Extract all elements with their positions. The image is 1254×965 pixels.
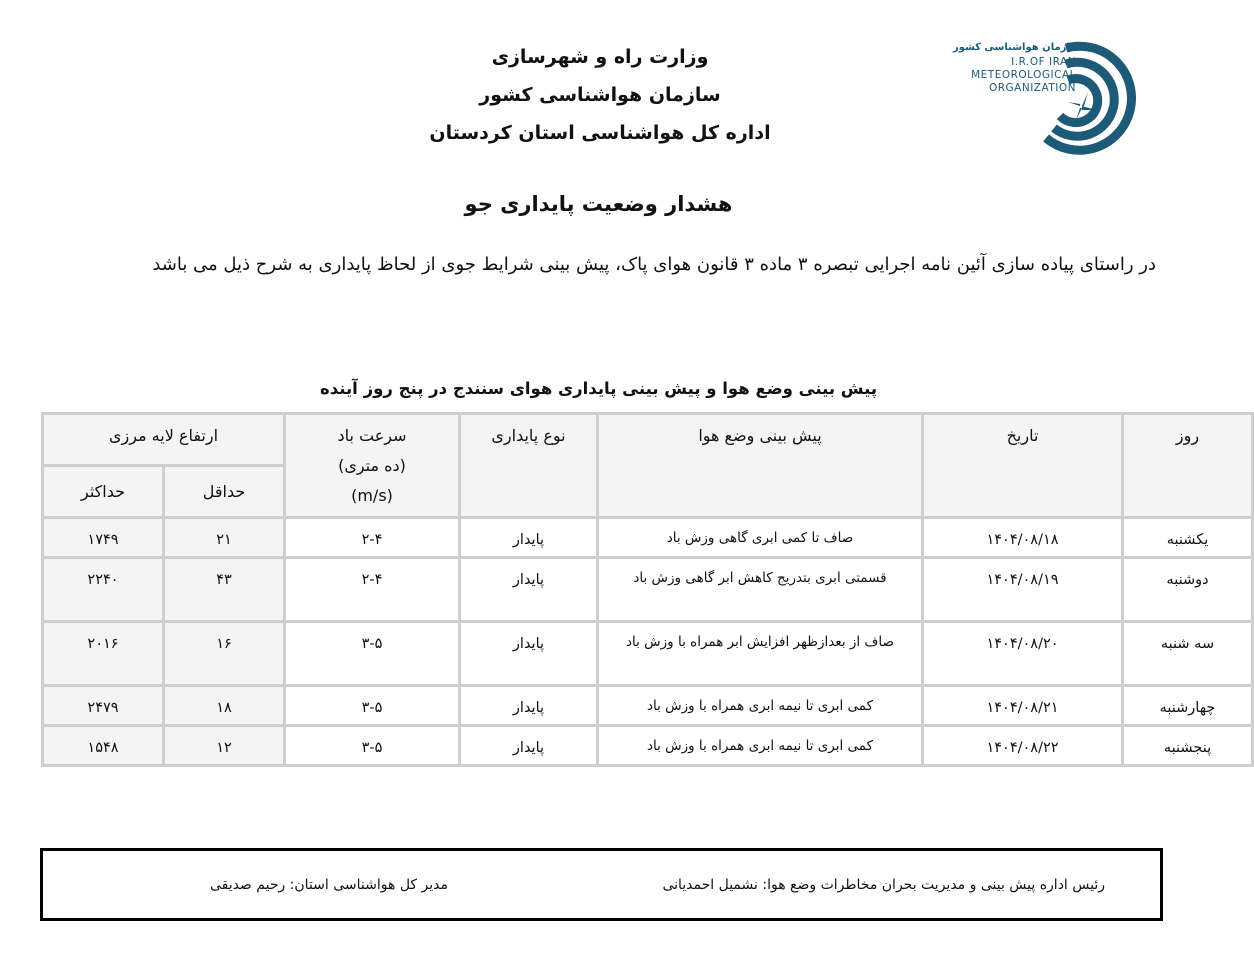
- header-stability: نوع پایداری: [460, 414, 598, 518]
- forecast-table: [41, 412, 1254, 767]
- logo-text-fa: سازمان هواشناسی کشور: [952, 42, 1080, 53]
- cell-date: ۱۴۰۴/۰۸/۱۹: [923, 558, 1123, 622]
- logo-text-en-1: I.R.OF IRAN: [1011, 56, 1076, 68]
- cell-boundary-max: ۲۴۷۹: [43, 686, 164, 726]
- cell-weather: صاف از بعدازظهر افزایش ابر همراه با وزش باد: [598, 622, 923, 686]
- header-boundary-layer: ارتفاع لایه مرزی: [43, 414, 285, 466]
- header-weather: پیش بینی وضع هوا: [598, 414, 923, 518]
- header-day: روز: [1123, 414, 1253, 518]
- cell-boundary-min: ۱۸: [164, 686, 285, 726]
- cell-boundary-min: ۴۳: [164, 558, 285, 622]
- header-wind-line3: (m/s): [351, 486, 393, 505]
- header-wind-speed: [285, 414, 460, 518]
- logo-text-en-2: METEOROLOGICAL: [971, 69, 1076, 81]
- cell-stability: پایدار: [460, 558, 598, 622]
- cell-date: ۱۴۰۴/۰۸/۲۰: [923, 622, 1123, 686]
- signature-box: [40, 848, 1163, 921]
- intro-paragraph: در راستای پیاده سازی آئین نامه اجرایی تبصره ۳ ماده ۳ قانون هوای پاک، پیش بینی شرایط جوی از لحاظ پایداری به شرح ذیل می باشد: [152, 254, 1156, 275]
- cell-date: ۱۴۰۴/۰۸/۲۱: [923, 686, 1123, 726]
- cell-day: یکشنبه: [1123, 518, 1253, 558]
- director-signature: مدیر کل هواشناسی استان: رحیم صدیقی: [209, 877, 448, 893]
- cell-boundary-max: ۲۰۱۶: [43, 622, 164, 686]
- cell-stability: پایدار: [460, 686, 598, 726]
- cell-boundary-max: ۱۷۴۹: [43, 518, 164, 558]
- cell-wind-speed: ۳-۵: [285, 726, 460, 766]
- logo-text-en-3: ORGANIZATION: [988, 82, 1076, 94]
- table-row: [43, 726, 1253, 766]
- header-wind-line1: سرعت باد: [337, 426, 407, 445]
- cell-wind-speed: ۳-۵: [285, 686, 460, 726]
- table-row: [43, 558, 1253, 622]
- cell-boundary-max: ۲۲۴۰: [43, 558, 164, 622]
- cell-date: ۱۴۰۴/۰۸/۱۸: [923, 518, 1123, 558]
- cell-day: دوشنبه: [1123, 558, 1253, 622]
- organization-name: سازمان هواشناسی کشور: [479, 84, 721, 106]
- cell-day: چهارشنبه: [1123, 686, 1253, 726]
- cell-stability: پایدار: [460, 726, 598, 766]
- cell-weather: کمی ابری تا نیمه ابری همراه با وزش باد: [598, 686, 923, 726]
- ministry-name: وزارت راه و شهرسازی: [491, 46, 709, 68]
- cell-stability: پایدار: [460, 518, 598, 558]
- cell-boundary-max: ۱۵۴۸: [43, 726, 164, 766]
- cell-date: ۱۴۰۴/۰۸/۲۲: [923, 726, 1123, 766]
- cell-wind-speed: ۲-۴: [285, 558, 460, 622]
- cell-wind-speed: ۳-۵: [285, 622, 460, 686]
- header-wind-line2: (ده متری): [338, 456, 406, 475]
- document-title: هشدار وضعیت پایداری جو: [464, 192, 733, 216]
- meteorological-organization-logo: [952, 38, 1138, 163]
- table-caption: پیش بینی وضع هوا و پیش بینی پایداری هوای سنندج در پنج روز آینده: [319, 379, 878, 398]
- spiral-emblem-icon: [1026, 40, 1138, 160]
- cell-boundary-min: ۲۱: [164, 518, 285, 558]
- cell-stability: پایدار: [460, 622, 598, 686]
- header-min: حداقل: [164, 466, 285, 518]
- cell-boundary-min: ۱۲: [164, 726, 285, 766]
- provincial-office-name: اداره کل هواشناسی استان کردستان: [429, 122, 771, 144]
- header-date: تاریخ: [923, 414, 1123, 518]
- cell-weather: قسمتی ابری بتدریج کاهش ابر گاهی وزش باد: [598, 558, 923, 622]
- header-max: حداکثر: [43, 466, 164, 518]
- table-row: [43, 686, 1253, 726]
- cell-weather: صاف تا کمی ابری گاهی وزش باد: [598, 518, 923, 558]
- table-row: [43, 622, 1253, 686]
- cell-boundary-min: ۱۶: [164, 622, 285, 686]
- cell-wind-speed: ۲-۴: [285, 518, 460, 558]
- forecast-head-signature: رئیس اداره پیش بینی و مدیریت بحران مخاطرات وضع هوا: نشمیل احمدیانی: [662, 877, 1105, 893]
- cell-day: سه شنبه: [1123, 622, 1253, 686]
- table-row: [43, 518, 1253, 558]
- cell-day: پنجشنبه: [1123, 726, 1253, 766]
- cell-weather: کمی ابری تا نیمه ابری همراه با وزش باد: [598, 726, 923, 766]
- organization-header: [400, 38, 800, 152]
